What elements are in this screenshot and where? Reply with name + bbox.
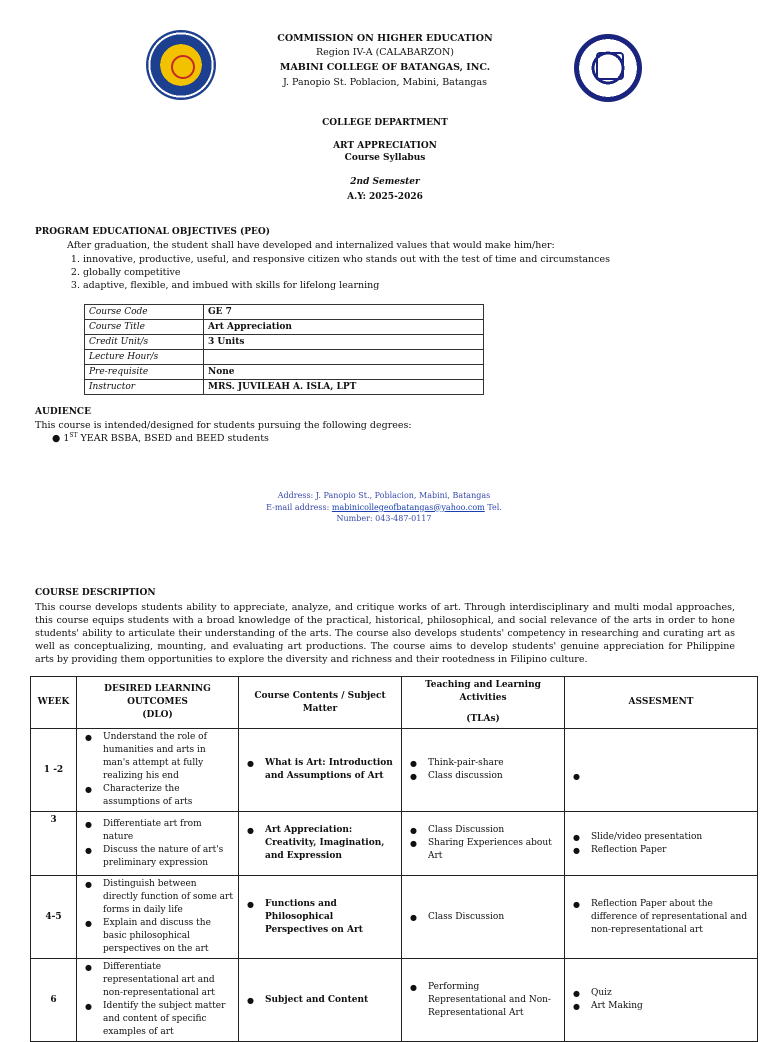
course-info-table xyxy=(84,304,484,395)
week-header: WEEK xyxy=(31,677,77,729)
list-item: ● Art Making xyxy=(591,1000,753,1013)
list-item: ● Understand the role of humanities and arts in man's attempt at fully realizing his end xyxy=(103,731,234,783)
assessment-cell xyxy=(565,812,758,876)
list-item: ● Differentiate representational art and non-representational art xyxy=(103,961,234,1000)
dlo-header xyxy=(77,677,239,729)
list-item: ● Characterize the assumptions of arts xyxy=(103,783,234,809)
assessment-cell xyxy=(565,876,758,959)
bullet-icon: ● xyxy=(52,433,61,445)
dlo-header-line: DESIRED LEARNING OUTCOMES xyxy=(104,684,211,707)
list-item: ● Reflection Paper xyxy=(591,844,753,857)
info-value: GE 7 xyxy=(204,305,484,320)
footer-number: Number: 043-487-0117 xyxy=(336,514,432,523)
content-header: Course Contents / Subject Matter xyxy=(239,677,402,729)
table-row xyxy=(85,350,484,365)
info-value: MRS. JUVILEAH A. ISLA, LPT xyxy=(204,380,484,395)
info-key: Instructor xyxy=(85,380,204,395)
info-key: Pre-requisite xyxy=(85,365,204,380)
info-value: Art Appreciation xyxy=(204,320,484,335)
audience-item xyxy=(52,432,269,444)
tel-label: Tel. xyxy=(484,502,502,512)
list-item: ● Class Discussion xyxy=(428,911,560,924)
document-type: Course Syllabus xyxy=(344,153,426,163)
audience-heading: AUDIENCE xyxy=(35,407,91,417)
list-item: ● Identify the subject matter and content of specific examples of art xyxy=(103,1000,234,1039)
header-college: MABINI COLLEGE OF BATANGAS, INC. xyxy=(279,62,491,73)
info-value xyxy=(204,350,484,365)
audience-degrees: YEAR BSBA, BSED and BEED students xyxy=(77,433,269,445)
table-row xyxy=(31,812,758,876)
list-item: ● Quiz xyxy=(591,987,753,1000)
list-item: ● Art Appreciation: Creativity, Imagination, and Expression xyxy=(265,824,397,863)
mabini-college-seal-icon xyxy=(574,34,642,102)
tla-header xyxy=(402,677,565,729)
peo-list xyxy=(67,253,610,292)
tla-cell xyxy=(402,876,565,959)
content-cell xyxy=(239,812,402,876)
tla-header-line: Teaching and Learning Activities xyxy=(425,680,541,703)
description-heading: COURSE DESCRIPTION xyxy=(35,588,156,598)
dlo-cell xyxy=(77,729,239,812)
header-commission: COMMISSION ON HIGHER EDUCATION xyxy=(277,33,493,44)
list-item: ● Subject and Content xyxy=(265,994,397,1007)
tla-header-line: (TLAs) xyxy=(466,714,500,724)
content-cell xyxy=(239,959,402,1042)
list-item: ● Slide/video presentation xyxy=(591,831,753,844)
tla-cell xyxy=(402,959,565,1042)
tla-cell xyxy=(402,812,565,876)
list-item: ● Sharing Experiences about Art xyxy=(428,837,560,863)
syllabus-table xyxy=(30,676,758,1042)
table-row xyxy=(31,959,758,1042)
table-row xyxy=(31,729,758,812)
week-cell: 6 xyxy=(31,959,77,1042)
week-cell: 4-5 xyxy=(31,876,77,959)
list-item: ● Think-pair-share xyxy=(428,757,560,770)
list-item: ● Reflection Paper about the difference of representational and non-representational art xyxy=(591,898,753,937)
dlo-cell xyxy=(77,876,239,959)
assessment-cell xyxy=(565,729,758,812)
dlo-header-line: (DLO) xyxy=(142,710,173,720)
list-item: ● Class discussion xyxy=(428,770,560,783)
table-header-row xyxy=(31,677,758,729)
week-cell: 3 xyxy=(31,812,77,876)
tla-cell xyxy=(402,729,565,812)
content-cell xyxy=(239,729,402,812)
content-cell xyxy=(239,876,402,959)
list-item: ● Distinguish between directly function of some art forms in daily life xyxy=(103,878,234,917)
list-item: ● Performing Representational and Non-Representational Art xyxy=(428,981,560,1020)
peo-heading: PROGRAM EDUCATIONAL OBJECTIVES (PEO) xyxy=(35,227,271,237)
dlo-cell xyxy=(77,812,239,876)
table-row xyxy=(85,320,484,335)
info-value: None xyxy=(204,365,484,380)
audience-intro: This course is intended/designed for students pursuing the following degrees: xyxy=(35,420,412,431)
email-link[interactable]: mabinicollegeofbatangas@yahoo.com xyxy=(331,502,485,512)
course-title: ART APPRECIATION xyxy=(333,141,437,151)
info-key: Course Title xyxy=(85,320,204,335)
list-item: ● What is Art: Introduction and Assumptions of Art xyxy=(265,757,397,783)
semester: 2nd Semester xyxy=(350,177,420,187)
footer-address: Address: J. Panopio St., Poblacion, Mabini, Batangas xyxy=(277,491,491,500)
footer-email-line xyxy=(230,502,538,514)
table-row xyxy=(85,380,484,395)
list-item: ● Differentiate art from nature xyxy=(103,818,234,844)
footer-address-block xyxy=(230,490,538,525)
header-address: J. Panopio St. Poblacion, Mabini, Batangas xyxy=(282,77,488,88)
list-item: ● Discuss the nature of art's preliminary expression xyxy=(103,844,234,870)
table-row xyxy=(31,876,758,959)
table-row xyxy=(85,305,484,320)
info-key: Lecture Hour/s xyxy=(85,350,204,365)
table-row xyxy=(85,335,484,350)
info-value: 3 Units xyxy=(204,335,484,350)
email-label: E-mail address: xyxy=(266,502,332,512)
list-item: ● Explain and discuss the basic philosophical perspectives on the art xyxy=(103,917,234,956)
course-description: This course develops students ability to appreciate, analyze, and critique works of art. Through interdisciplinary and multi modal approaches, this course equips students with a broad knowledge of the practical, historical, philosophical, and social relevance of the arts in order to hone students' ability to articulate their understanding of the arts. The course also develops students' competency in researching and curating art as well as conceptualizing, mounting, and evaluating art productions. The course aims to develop students' genuine appreciation for Philippine arts by providing them opportunities to explore the diversity and richness and their rootedness in Filipino culture. xyxy=(35,602,735,665)
assessment-header: ASSESMENT xyxy=(565,677,758,729)
peo-item: 1. innovative, productive, useful, and responsive citizen who stands out with the test of time and circumstances xyxy=(83,253,610,266)
audience-sup: ST xyxy=(69,432,78,439)
peo-item: 3. adaptive, flexible, and imbued with skills for lifelong learning xyxy=(83,279,610,292)
peo-intro: After graduation, the student shall have developed and internalized values that would make him/her: xyxy=(67,240,555,251)
college-department: COLLEGE DEPARTMENT xyxy=(322,118,448,128)
peo-item: 2. globally competitive xyxy=(83,266,610,279)
audience-year: 1 xyxy=(63,433,70,445)
info-key: Credit Unit/s xyxy=(85,335,204,350)
list-item: ● Class Discussion xyxy=(428,824,560,837)
dlo-cell xyxy=(77,959,239,1042)
week-cell: 1 -2 xyxy=(31,729,77,812)
ched-seal-icon xyxy=(146,30,216,100)
list-item: ● Functions and Philosophical Perspectives on Art xyxy=(265,898,397,937)
assessment-cell xyxy=(565,959,758,1042)
header-region: Region IV-A (CALABARZON) xyxy=(316,47,454,58)
table-row xyxy=(85,365,484,380)
info-key: Course Code xyxy=(85,305,204,320)
academic-year: A.Y: 2025-2026 xyxy=(347,192,423,202)
